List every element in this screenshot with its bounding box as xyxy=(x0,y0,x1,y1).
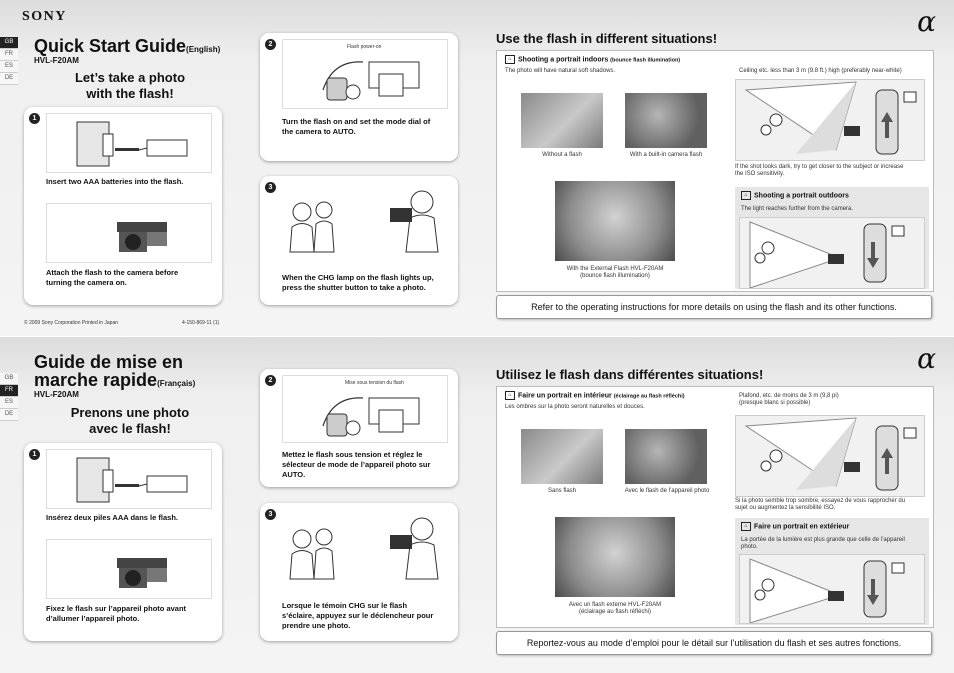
caption-line: Mettez le flash sous tension et réglez le xyxy=(282,450,423,459)
step-2-card xyxy=(260,369,458,487)
battery-illustration xyxy=(46,113,212,173)
step-number: 1 xyxy=(29,113,40,124)
step-1-caption-attach xyxy=(46,604,222,624)
indoor-title-text: Faire un portrait en intérieur xyxy=(518,392,612,400)
reference-note: Reportez-vous au mode d’emploi pour le détail sur l’utilisation du flash et ses autres fonctions. xyxy=(496,631,932,655)
step-number: 1 xyxy=(29,449,40,460)
photo-external-flash xyxy=(555,517,675,597)
attach-flash-illustration xyxy=(46,203,212,263)
caption-line: With the External Flash HVL-F20AM xyxy=(566,266,664,272)
bounce-flash-icon: ⌂ xyxy=(505,55,515,64)
bounce-light-icon xyxy=(736,80,924,160)
lang-tab-es[interactable]: ES xyxy=(0,61,18,73)
outdoor-section xyxy=(735,518,929,625)
caption-line: Fixez le flash sur l’appareil photo avant xyxy=(46,604,187,613)
caption-line: the camera to AUTO. xyxy=(282,127,356,136)
step-1-caption-batteries: Insert two AAA batteries into the flash. xyxy=(46,177,184,186)
caption-line: turning the camera on. xyxy=(46,278,127,287)
ceiling-note: Ceiling etc. less than 3 m (9.8 ft.) high (preferably near-white) xyxy=(739,68,902,74)
step-2-caption xyxy=(282,117,452,137)
outdoor-portrait-icon: ⌂ xyxy=(741,191,751,200)
alpha-logo: α xyxy=(917,342,936,375)
illustration-label: Mise sous tension du flash xyxy=(345,380,404,386)
step-1-card xyxy=(24,107,222,305)
note-line: Plafond, etc. de moins de 3 m (9,8 pi) xyxy=(739,393,839,399)
indoor-description: Les ombres sur la photo seront naturelles et douces. xyxy=(505,404,645,410)
lang-tab-gb[interactable]: GB xyxy=(0,37,18,49)
situations-title: Utilisez le flash dans différentes situations! xyxy=(496,367,764,382)
caption-line: prendre une photo. xyxy=(282,621,351,630)
note-line: Si la photo semble trop sombre, essayez de vous rapprocher du xyxy=(735,498,906,504)
step-number: 2 xyxy=(265,375,276,386)
lang-tab-de[interactable]: DE xyxy=(0,409,18,421)
caption-line: AUTO. xyxy=(282,470,306,479)
outdoor-diagram xyxy=(739,217,925,289)
caption-line: Lorsque le témoin CHG sur le flash xyxy=(282,601,408,610)
photo-without-flash xyxy=(521,93,603,148)
step-1-card xyxy=(24,443,222,641)
title-line: Guide de mise en xyxy=(34,352,184,372)
note-line: (presque blanc si possible) xyxy=(739,400,811,406)
outdoor-section-title xyxy=(741,522,849,531)
step-2-card xyxy=(260,33,458,161)
copyright: © 2009 Sony Corporation Printed in Japan xyxy=(24,320,119,326)
step-1-caption-attach xyxy=(46,268,216,288)
subtitle xyxy=(60,70,200,102)
page-title xyxy=(34,353,195,393)
direct-light-icon xyxy=(740,555,924,623)
title-language: (Français) xyxy=(157,379,196,388)
photo-builtin-flash xyxy=(625,429,707,484)
subtitle-line: Let’s take a photo xyxy=(74,70,186,85)
step-3-caption xyxy=(282,601,458,631)
flash-power-on-illustration xyxy=(282,375,448,443)
outdoor-portrait-icon: ⌂ xyxy=(741,522,751,531)
bounce-light-icon xyxy=(736,416,924,496)
flash-battery-icon xyxy=(47,450,211,508)
step-3-card xyxy=(260,503,458,641)
reference-note: Refer to the operating instructions for more details on using the flash and its other functions. xyxy=(496,295,932,319)
subtitle-line: with the flash! xyxy=(86,86,174,101)
caption-line: (éclairage au flash réfléchi) xyxy=(578,609,652,615)
caption-line: When the CHG lamp on the flash lights up, xyxy=(282,273,434,282)
subtitle-line: avec le flash! xyxy=(89,421,171,436)
step-3-caption xyxy=(282,273,458,293)
dark-shot-note xyxy=(735,164,929,178)
attach-flash-illustration xyxy=(46,539,212,599)
note-line: If the shot looks dark, try to get closer to the subject or increase xyxy=(735,164,904,170)
subtitle xyxy=(60,405,200,437)
indoor-subtitle: (éclairage au flash réfléchi) xyxy=(613,393,685,400)
power-switch-icon xyxy=(283,40,447,108)
caption-line: s’éclaire, appuyez sur le déclencheur pour xyxy=(282,611,434,620)
title-text: Quick Start Guide xyxy=(34,36,187,56)
caption-line: press the shutter button to take a photo. xyxy=(282,283,426,292)
camera-icon xyxy=(47,540,211,598)
description-line: photo. xyxy=(741,544,758,550)
alpha-logo: α xyxy=(917,5,936,38)
photo-caption: Sans flash xyxy=(547,488,577,494)
lang-tab-gb[interactable]: GB xyxy=(0,373,18,385)
direct-light-icon xyxy=(740,218,924,288)
lang-tab-de[interactable]: DE xyxy=(0,73,18,85)
family-photo-icon xyxy=(282,182,446,260)
outdoor-title-text: Faire un portrait en extérieur xyxy=(754,523,850,531)
photo-without-flash xyxy=(521,429,603,484)
description-line: La portée de la lumière est plus grande que celle de l’appareil xyxy=(741,537,905,543)
photo-caption: Avec le flash de l’appareil photo xyxy=(624,488,710,494)
family-photo-icon xyxy=(282,509,446,587)
photo-external-flash xyxy=(555,181,675,261)
photo-caption: With a built-in camera flash xyxy=(629,152,703,158)
lang-tab-fr[interactable]: FR xyxy=(0,385,18,397)
outdoor-description: The light reaches further from the camera. xyxy=(741,206,854,212)
model-name: HVL-F20AM xyxy=(34,390,79,399)
bounce-flash-icon: ⌂ xyxy=(505,391,515,400)
indoor-section-title xyxy=(505,391,685,400)
caption-line: Turn the flash on and set the mode dial of xyxy=(282,117,431,126)
sony-logo: SONY xyxy=(22,9,67,24)
caption-line: sélecteur de mode de l’appareil photo sur xyxy=(282,460,431,469)
situations-panel xyxy=(496,50,934,292)
step-1-caption-batteries: Insérez deux piles AAA dans le flash. xyxy=(46,513,178,522)
indoor-subtitle: (bounce flash illumination) xyxy=(610,57,681,64)
illustration-label: Flash power-on xyxy=(347,44,382,50)
title-text: marche rapide xyxy=(34,370,158,390)
language-tabs xyxy=(0,373,18,421)
indoor-title-text: Shooting a portrait indoors xyxy=(518,56,609,64)
outdoor-title-text: Shooting a portrait outdoors xyxy=(754,192,849,200)
situations-title: Use the flash in different situations! xyxy=(496,31,718,46)
situations-panel xyxy=(496,386,934,628)
outdoor-section-title xyxy=(741,191,849,200)
battery-illustration xyxy=(46,449,212,509)
photo-caption xyxy=(545,266,685,280)
outdoor-section xyxy=(735,187,929,289)
indoor-section-title xyxy=(505,55,680,64)
step-number: 3 xyxy=(265,182,276,193)
note-line: sujet ou augmentez la sensibilité ISO. xyxy=(735,505,836,511)
flash-power-on-illustration xyxy=(282,39,448,109)
caption-line: Attach the flash to the camera before xyxy=(46,268,179,277)
outdoor-description xyxy=(741,537,927,551)
caption-line: Avec un flash externe HVL-F20AM xyxy=(568,602,662,608)
photo-caption xyxy=(545,602,685,616)
lang-tab-fr[interactable]: FR xyxy=(0,49,18,61)
ceiling-note xyxy=(739,393,929,407)
photo-builtin-flash xyxy=(625,93,707,148)
photo-caption: Without a flash xyxy=(542,152,582,158)
step-number: 2 xyxy=(265,39,276,50)
bounce-diagram xyxy=(735,79,925,161)
step-3-card xyxy=(260,176,458,305)
step-number: 3 xyxy=(265,509,276,520)
take-photo-illustration xyxy=(282,182,446,260)
outdoor-diagram xyxy=(739,554,925,624)
caption-line: d’allumer l’appareil photo. xyxy=(46,614,140,623)
model-name: HVL-F20AM xyxy=(34,56,79,65)
document-code: 4-150-869-11 (1) xyxy=(182,320,220,326)
subtitle-line: Prenons une photo xyxy=(70,405,190,420)
english-section xyxy=(0,0,954,336)
dark-shot-note xyxy=(735,498,929,512)
camera-icon xyxy=(47,204,211,262)
note-line: the ISO sensitivity. xyxy=(735,171,785,177)
take-photo-illustration xyxy=(282,509,446,587)
lang-tab-es[interactable]: ES xyxy=(0,397,18,409)
step-2-caption xyxy=(282,450,454,480)
flash-battery-icon xyxy=(47,114,211,172)
indoor-description: The photo will have natural soft shadows. xyxy=(505,68,616,74)
language-tabs xyxy=(0,37,18,85)
french-section xyxy=(0,337,954,673)
bounce-diagram xyxy=(735,415,925,497)
title-language: (English) xyxy=(186,45,221,54)
caption-line: (bounce flash illumination) xyxy=(580,273,650,279)
